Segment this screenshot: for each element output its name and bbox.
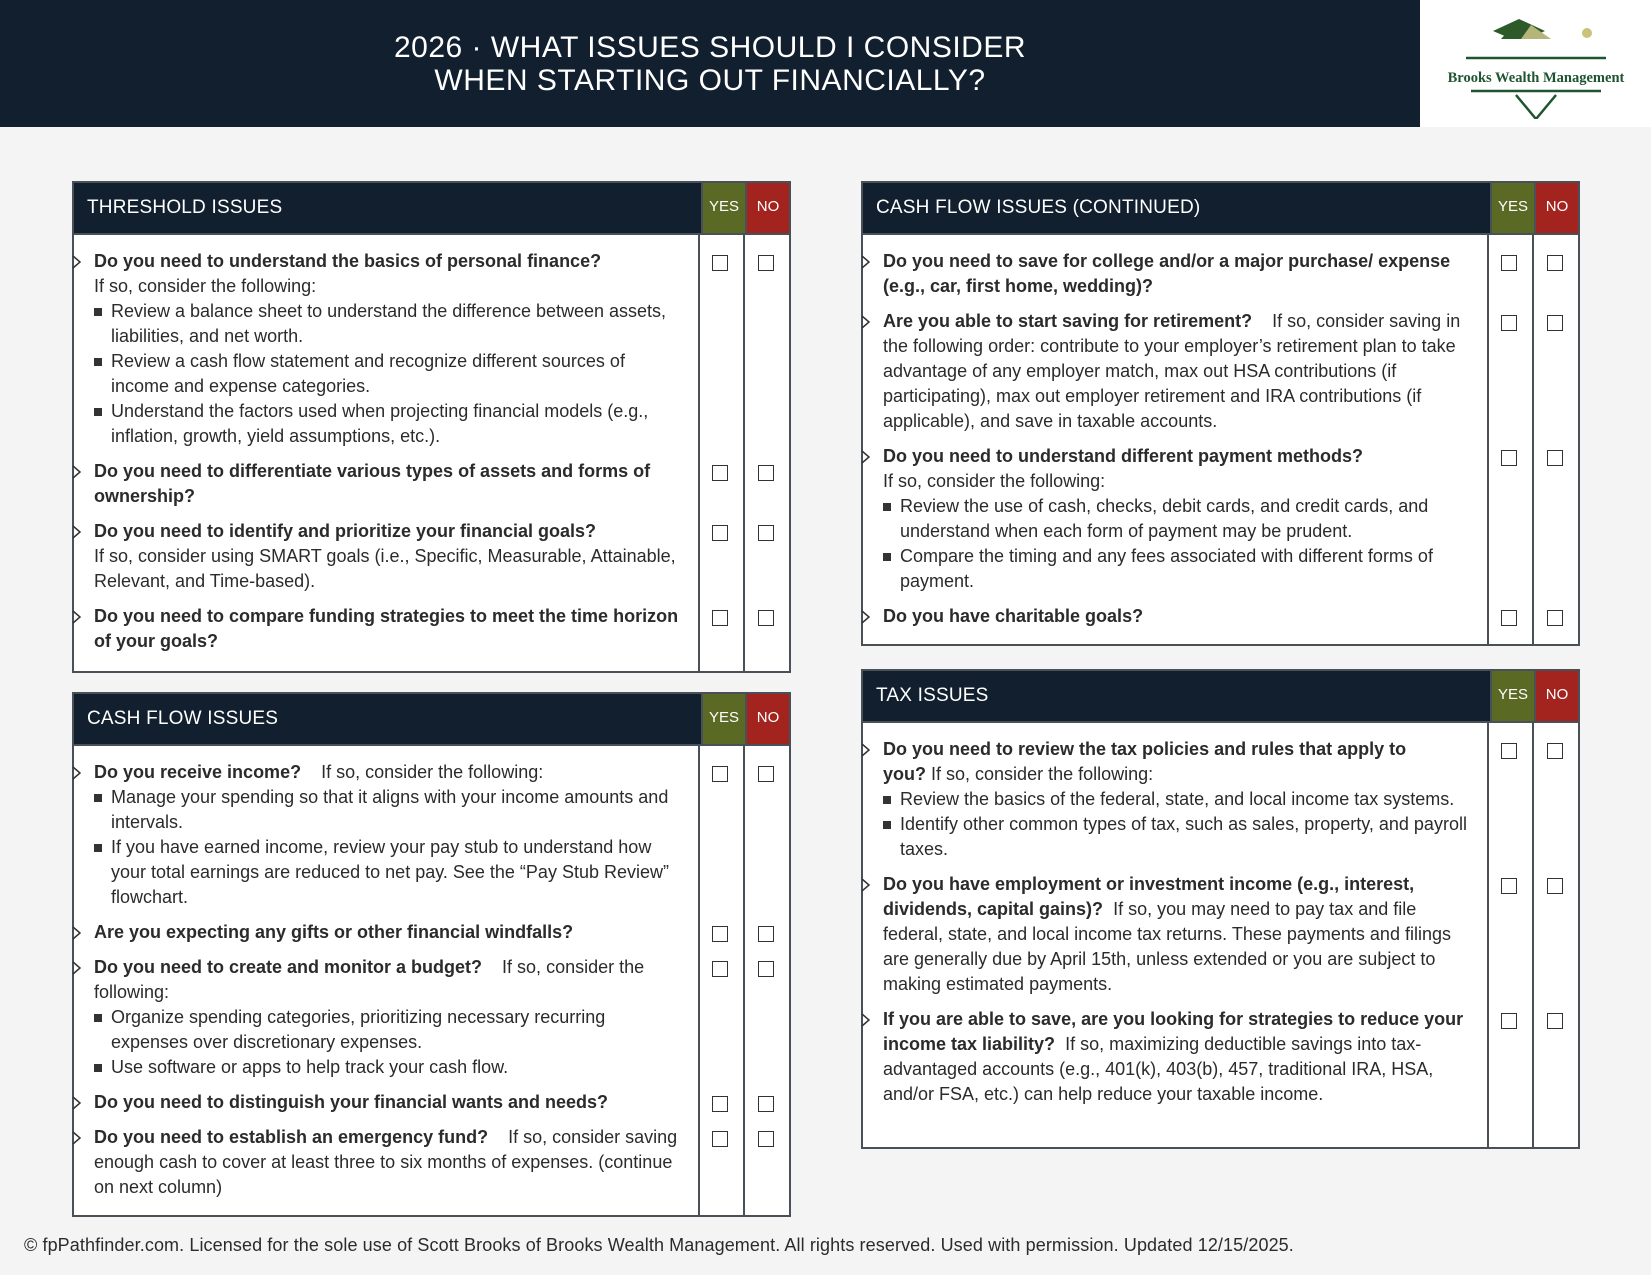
question-text: Do you need to compare funding strategies to meet the time horizon of your goals? [94,606,679,651]
cash-flow-issues-continued-card [861,181,1580,646]
question-row [74,760,789,910]
no-checkbox[interactable] [1547,743,1563,759]
page-title-line2: WHEN STARTING OUT FINANCIALLY? [434,63,986,97]
chevron-right-icon [861,743,871,757]
chevron-right-icon [861,255,871,269]
no-checkbox[interactable] [1547,255,1563,271]
bullet-list [883,494,1468,594]
card-body [863,723,1578,1147]
bullet-list [94,299,679,449]
chevron-right-icon [861,878,871,892]
card-body [74,235,789,671]
no-header: NO [745,694,789,744]
question-row [74,519,789,594]
yes-checkbox[interactable] [712,255,728,271]
bullet-item: Use software or apps to help track your cash flow. [94,1055,679,1080]
question-row [74,920,789,945]
yes-header: YES [701,183,745,233]
card-header [863,671,1578,723]
question-row [863,737,1578,862]
yes-checkbox[interactable] [1501,743,1517,759]
question-detail: If so, consider using SMART goals (i.e., Specific, Measurable, Attainable, Relevant, and Time-based). [94,546,676,591]
no-checkbox[interactable] [758,1131,774,1147]
chevron-right-icon [72,961,82,975]
question-detail: If so, consider the following: [931,764,1154,784]
no-checkbox[interactable] [758,255,774,271]
question-text: Do you have charitable goals? [883,606,1144,626]
logo [1420,0,1651,127]
bullet-item: If you have earned income, review your pay stub to understand how your total earnings are reduced to net pay. See the “Pay Stub Review” flowchart. [94,835,679,910]
no-checkbox[interactable] [758,525,774,541]
bullet-list [94,1005,679,1080]
yes-checkbox[interactable] [712,525,728,541]
question-row [74,955,789,1080]
no-checkbox[interactable] [758,465,774,481]
bullet-list [883,787,1468,862]
question-text: Do you need to establish an emergency fund? [94,1127,489,1147]
question-text: Do you need to review the tax policies and rules that apply to you? [883,739,1407,784]
bullet-item: Review a cash flow statement and recognize different sources of income and expense categories. [94,349,679,399]
question-row [863,444,1578,594]
logo-text: Brooks Wealth Management [1447,69,1624,86]
no-checkbox[interactable] [758,610,774,626]
no-checkbox[interactable] [1547,450,1563,466]
yes-checkbox[interactable] [712,926,728,942]
chevron-right-icon [72,766,82,780]
question-row [74,249,789,449]
brooks-wealth-management-logo [1431,9,1641,119]
question-row [863,1007,1578,1107]
yes-header: YES [1490,671,1534,721]
yes-header: YES [1490,183,1534,233]
question-detail: If so, consider saving enough cash to cover at least three to six months of expenses. (continue on next column) [94,1127,678,1197]
card-title: TAX ISSUES [876,685,989,706]
question-text: Do you have employment or investment income (e.g., interest, dividends, capital gains)? [883,874,1415,919]
yes-checkbox[interactable] [1501,450,1517,466]
question-text: Do you need to understand the basics of personal finance? [94,251,602,271]
bullet-item: Manage your spending so that it aligns with your income amounts and intervals. [94,785,679,835]
threshold-issues-card [72,181,791,673]
yes-header: YES [701,694,745,744]
no-checkbox[interactable] [1547,315,1563,331]
no-header: NO [745,183,789,233]
yes-checkbox[interactable] [712,961,728,977]
question-detail: If so, maximizing deductible savings into tax-advantaged accounts (e.g., 401(k), 403(b), 457, traditional IRA, HSA, and/or FSA, etc.) can help reduce your taxable income. [883,1034,1434,1104]
question-text: Do you need to identify and prioritize your financial goals? [94,521,597,541]
bullet-item: Identify other common types of tax, such as sales, property, and payroll taxes. [883,812,1468,862]
card-body [863,235,1578,644]
yes-checkbox[interactable] [1501,255,1517,271]
bullet-list [94,785,679,910]
yes-checkbox[interactable] [1501,878,1517,894]
question-text: Do you need to save for college and/or a major purchase/ expense (e.g., car, first home, wedding)? [883,251,1451,296]
chevron-right-icon [72,525,82,539]
question-row [863,872,1578,997]
question-text: Are you expecting any gifts or other financial windfalls? [94,922,574,942]
no-checkbox[interactable] [758,1096,774,1112]
card-title: CASH FLOW ISSUES [87,708,279,729]
cash-flow-issues-card [72,692,791,1217]
question-text: Do you need to understand different payment methods? [883,446,1364,466]
question-text: Do you need to differentiate various types of assets and forms of ownership? [94,461,651,506]
yes-checkbox[interactable] [712,610,728,626]
bullet-item: Organize spending categories, prioritizing necessary recurring expenses over discretionary expenses. [94,1005,679,1055]
bullet-item: Understand the factors used when projecting financial models (e.g., inflation, growth, yield assumptions, etc.). [94,399,679,449]
yes-checkbox[interactable] [712,766,728,782]
card-header [74,694,789,746]
question-text: Are you able to start saving for retirement? [883,311,1253,331]
question-detail: If so, consider the following: [94,957,645,1002]
question-text: Do you need to distinguish your financial wants and needs? [94,1092,609,1112]
question-row [863,249,1578,299]
footer-copyright: © fpPathfinder.com. Licensed for the sole use of Scott Brooks of Brooks Wealth Management. All rights reserved. Used with permission. Updated 12/15/2025. [24,1235,1294,1255]
no-header: NO [1534,671,1578,721]
chevron-right-icon [861,315,871,329]
card-body [74,746,789,1215]
question-row [74,1090,789,1115]
question-intro: If so, consider the following: [94,276,317,296]
yes-checkbox[interactable] [1501,1013,1517,1029]
no-checkbox[interactable] [758,766,774,782]
chevron-right-icon [72,255,82,269]
question-text: If you are able to save, are you looking for strategies to reduce your income tax liability? [883,1009,1464,1054]
chevron-right-icon [861,1013,871,1027]
chevron-right-icon [861,450,871,464]
chevron-right-icon [72,1096,82,1110]
bullet-item: Review the use of cash, checks, debit cards, and credit cards, and understand when each form of payment may be prudent. [883,494,1468,544]
card-title: THRESHOLD ISSUES [87,197,283,218]
bullet-item: Compare the timing and any fees associated with different forms of payment. [883,544,1468,594]
chevron-right-icon [72,926,82,940]
bullet-item: Review the basics of the federal, state, and local income tax systems. [883,787,1468,812]
yes-checkbox[interactable] [1501,610,1517,626]
yes-checkbox[interactable] [1501,315,1517,331]
chevron-right-icon [72,1131,82,1145]
question-row [74,604,789,654]
no-checkbox[interactable] [758,926,774,942]
no-checkbox[interactable] [1547,878,1563,894]
bullet-item: Review a balance sheet to understand the difference between assets, liabilities, and net worth. [94,299,679,349]
question-intro: If so, consider the following: [883,471,1106,491]
no-checkbox[interactable] [758,961,774,977]
question-row [863,309,1578,434]
question-detail: If so, consider saving in the following order: contribute to your employer’s retirement plan to take advantage of any employer match, max out HSA contributions (if participating), max out employer retirement and IRA contributions (if applicable), and save in taxable accounts. [883,311,1461,431]
yes-checkbox[interactable] [712,1096,728,1112]
chevron-right-icon [72,610,82,624]
card-title: CASH FLOW ISSUES (CONTINUED) [876,197,1201,218]
question-row [74,1125,789,1200]
no-checkbox[interactable] [1547,1013,1563,1029]
question-detail: If so, consider the following: [321,762,544,782]
yes-checkbox[interactable] [712,465,728,481]
tax-issues-card [861,669,1580,1149]
chevron-right-icon [72,465,82,479]
yes-checkbox[interactable] [712,1131,728,1147]
question-row [863,604,1578,629]
page-header [0,0,1420,127]
page-title-line1: 2026 · WHAT ISSUES SHOULD I CONSIDER [393,30,1027,64]
question-text: Do you need to create and monitor a budget? [94,957,483,977]
question-row [74,459,789,509]
card-header [863,183,1578,235]
no-checkbox[interactable] [1547,610,1563,626]
card-header [74,183,789,235]
chevron-right-icon [861,610,871,624]
question-text: Do you receive income? [94,762,302,782]
no-header: NO [1534,183,1578,233]
question-detail: If so, you may need to pay tax and file federal, state, and local income tax returns. These payments and filings are generally due by April 15th, unless extended or you are subject to making estimated payments. [883,899,1451,994]
